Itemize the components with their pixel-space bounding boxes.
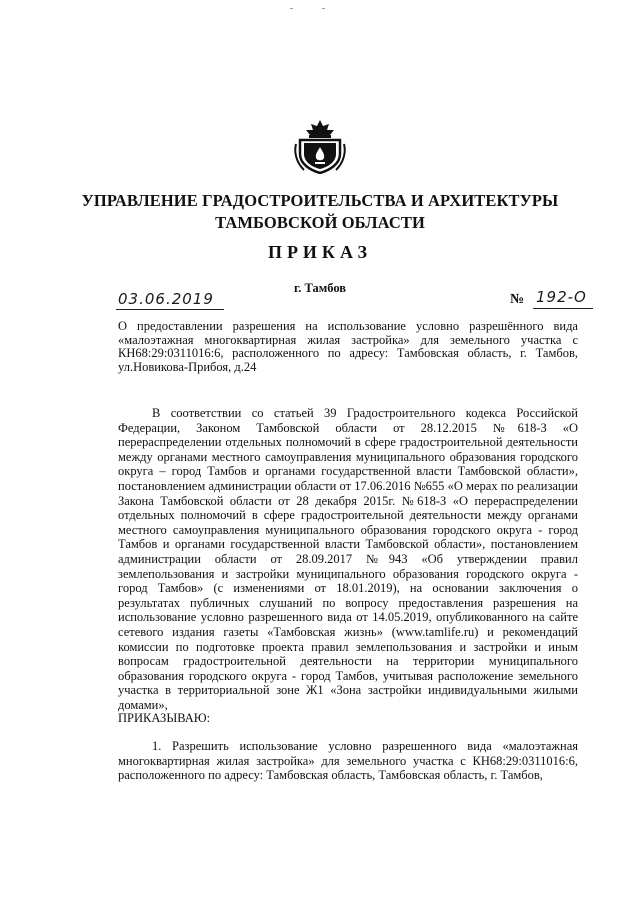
handwritten-date: 03.06.2019 [118, 290, 214, 308]
number-label: № [510, 292, 525, 307]
scan-mark [322, 8, 325, 9]
city-label: г. Тамбов [293, 281, 347, 295]
order-keyword: ПРИКАЗЫВАЮ: [118, 711, 211, 725]
order-item-1: 1. Разрешить использование условно разрешенного вида «малоэтажная многоквартирная жилая застройка» для земельного участка с КН68:29:0311016:6, расположенного по адресу: Тамбовская область, Тамбовская область, г. Тамбов, [118, 739, 578, 783]
order-subject: О предоставлении разрешения на использование условно разрешённого вида «малоэтажная многоквартирная жилая застройка» для земельного участка с КН68:29:0311016:6, расположенного по адресу: Тамбовская область, г. Тамбов, ул.Новикова-Прибоя, д.24 [118, 319, 578, 374]
org-line-2: ТАМБОВСКОЙ ОБЛАСТИ [215, 213, 425, 232]
organization-name [70, 190, 570, 234]
date-underline [116, 309, 224, 310]
number-underline [533, 308, 593, 309]
org-line-1: УПРАВЛЕНИЕ ГРАДОСТРОИТЕЛЬСТВА И АРХИТЕКТУРЫ [81, 191, 559, 210]
handwritten-number: 192-О [536, 288, 587, 306]
tambov-coat-of-arms-icon [294, 118, 346, 174]
document-type-title: ПРИКАЗ [267, 242, 373, 262]
scan-mark [290, 8, 293, 9]
preamble-paragraph: В соответствии со статьей 39 Градостроительного кодекса Российской Федерации, Законом Тамбовской области от 28.12.2015 №618-З «О перераспределении отдельных полномочий в сфере градостроительной деятельности между органами местного самоуправления муниципального образования городского округа – город Тамбов и органами государственной власти Тамбовской области», постановлением администрации области от 17.06.2016 №655 «О мерах по реализации Закона Тамбовской области от 28 декабря 2015г. №618-З «О перераспределении отдельных полномочий в сфере градостроительной деятельности между органами местного самоуправления муниципального образования городского округа - город Тамбов и органами государственной власти Тамбовской области», постановлением администрации области от 28.09.2017 №943 «Об утверждении правил землепользования и застройки муниципального образования городского округа - город Тамбов» (с изменениями от 18.01.2019), на основании заключения о результатах публичных слушаний по вопросу предоставления разрешения на использование условно разрешенного вида от 14.05.2019, опубликованного на сайте сетевого издания газеты «Тамбовская жизнь» (www.tamlife.ru) и рекомендаций комиссии по подготовке проекта правил землепользования и застройки и иным вопросам градостроительной деятельности на территории муниципального образования городского округа - город Тамбов, учитывая расположение земельного участка в территориальной зоне Ж1 «Зона застройки индивидуальными жилыми домами», [118, 406, 578, 712]
